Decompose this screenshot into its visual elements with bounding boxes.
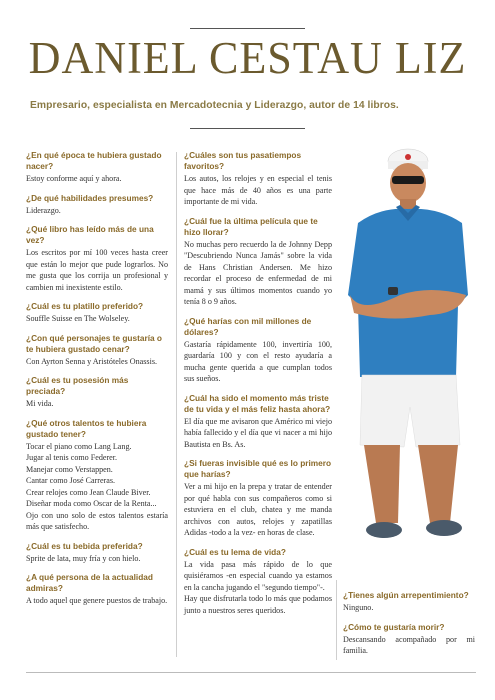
- qa-item: [184, 150, 332, 208]
- question: ¿Cómo te gustaría morir?: [343, 621, 445, 632]
- qa-item: [26, 572, 168, 607]
- qa-item: [26, 150, 168, 185]
- qa-item: [26, 418, 168, 533]
- answer: Ver a mi hijo en la prepa y tratar de entender por qué habla con sus compañeros como si estuviera en el club, chatea y me manda archivos con autos, relojes y zapatillas Adidas -todo a la vez- en horas de clase.: [184, 482, 332, 537]
- answer: No muchas pero recuerdo la de Johnny Depp "Descubriendo Nunca Jamás" sobre la vida de Hans Christian Andersen. Me hizo recordar el proceso de enfermedad de mi mamá y sus últimos momentos cuando yo tenía 8 o 9 años.: [184, 239, 332, 306]
- qa-item: [184, 316, 332, 385]
- answer: Gastaría rápidamente 100, invertiría 100, guardaría 100 y con el resto ayudaría a mucha gente querida a que cumplan todos sus sueños.: [184, 339, 332, 383]
- qa-item: [184, 216, 332, 308]
- qa-item: [26, 333, 168, 368]
- question: ¿Cuál es tu posesión más preciada?: [26, 375, 129, 396]
- qa-item: [26, 301, 168, 325]
- qa-item: [343, 590, 475, 614]
- question: ¿Cuál es tu bebida preferida?: [26, 540, 143, 551]
- question: ¿Con qué personajes te gustaría o te hubiera gustado cenar?: [26, 332, 163, 354]
- answer: La vida pasa más rápido de lo que quisiéramos -en especial cuando ya estamos en la cancha jugando el "segundo tiempo"-. Hay que disfrutarla todo lo más que podamos junto a nuestros seres queridos.: [184, 559, 332, 615]
- qa-item: [184, 458, 332, 539]
- answer: Mi vida.: [26, 399, 54, 408]
- footer-rule: [26, 672, 476, 673]
- answer: Descansando acompañado por mi familia.: [343, 634, 475, 655]
- question: ¿Cuál ha sido el momento más triste de tu vida y el más feliz hasta ahora?: [184, 392, 331, 414]
- answer: Tocar el piano como Lang Lang. Jugar al tenis como Federer. Manejar como Verstappen. Cantar como José Carreras. Crear relojes como Jean Claude Biver. Diseñar moda como Oscar de la Renta... Ojo con uno solo de estos talentos estaría más que satisfecho.: [26, 441, 168, 531]
- question: ¿Cuál es tu lema de vida?: [184, 546, 286, 557]
- qa-item: [26, 541, 168, 565]
- qa-item: [184, 547, 332, 617]
- qa-item: [26, 375, 168, 410]
- answer: Sprite de lata, muy fría y con hielo.: [26, 553, 141, 563]
- answer: Estoy conforme aquí y ahora.: [26, 174, 122, 183]
- question: ¿Tienes algún arrepentimiento?: [343, 590, 469, 600]
- question: ¿Cuáles son tus pasatiempos favoritos?: [184, 150, 302, 171]
- page-subtitle: Empresario, especialista en Mercadotecnia y Liderazgo, autor de 14 libros.: [30, 100, 399, 111]
- question: ¿Si fueras invisible qué es lo primero que harías?: [184, 458, 332, 479]
- column-1: [26, 150, 168, 615]
- qa-item: [26, 224, 168, 293]
- answer: A todo aquel que genere puestos de trabajo.: [26, 596, 168, 605]
- column-divider-1: [176, 152, 177, 657]
- column-divider-2: [336, 580, 337, 660]
- question: ¿Cuál fue la última película que te hizo llorar?: [184, 215, 318, 237]
- question: ¿De qué habilidades presumes?: [26, 192, 154, 203]
- qa-item: [26, 193, 168, 217]
- answer: Con Ayrton Senna y Aristóteles Onassis.: [26, 356, 158, 366]
- column-3: [343, 590, 475, 665]
- question: ¿A qué persona de la actualidad admiras?: [26, 572, 153, 593]
- page-title: DANIEL CESTAU LIZ: [28, 33, 467, 83]
- answer: Liderazgo.: [26, 205, 61, 215]
- question: ¿Cuál es tu platillo preferido?: [26, 301, 144, 311]
- qa-item: [343, 622, 475, 657]
- question: ¿Qué otros talentos te hubiera gustado tener?: [26, 417, 147, 439]
- answer: Los autos, los relojes y en especial el tenis que hace más de 40 años es una parte importante de mi vida.: [184, 174, 332, 206]
- answer: Souffle Suisse en The Wolseley.: [26, 314, 130, 323]
- question: ¿Qué harías con mil millones de dólares?: [184, 315, 312, 337]
- top-rule: [190, 28, 305, 29]
- answer: Ninguno.: [343, 603, 374, 612]
- question: ¿Qué libro has leído más de una vez?: [26, 224, 154, 245]
- question: ¿En qué época te hubiera gustado nacer?: [26, 150, 162, 171]
- subtitle-rule: [190, 128, 305, 129]
- answer: Los escritos por mí 100 veces hasta creer que están lo mejor que pude lograrlos. No me gusta que los corrija un profesional y cambien mi inexistente estilo.: [26, 248, 168, 292]
- qa-item: [184, 393, 332, 451]
- column-2: [184, 150, 332, 624]
- answer: El día que me avisaron que Américo mi viejo había fallecido y el día que vi nacer a mi hijo Bautista en Bs. As.: [184, 416, 332, 449]
- portrait-photo: [340, 145, 480, 545]
